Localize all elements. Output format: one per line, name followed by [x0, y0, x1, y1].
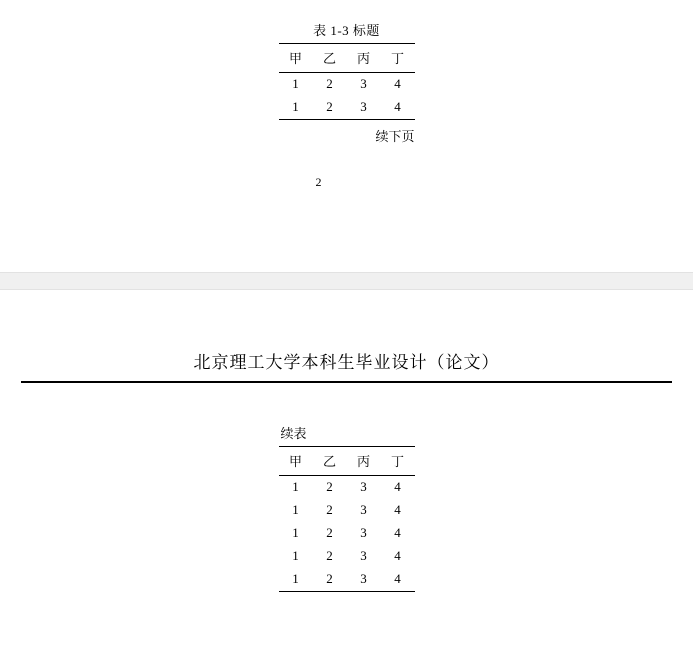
document-page-1	[0, 0, 693, 272]
page-number: 2	[315, 175, 322, 189]
table-cell: 4	[394, 502, 401, 517]
header-divider	[21, 381, 672, 383]
table-cell: 2	[326, 479, 333, 494]
table-cell: 3	[360, 525, 367, 540]
table-cell: 3	[347, 568, 381, 592]
document-page-2	[0, 290, 693, 664]
table-row	[279, 568, 415, 592]
column-header: 甲	[279, 44, 313, 73]
table-caption: 表 1-3 标题	[313, 23, 380, 38]
table-cell: 3	[360, 76, 367, 91]
table-cell: 4	[381, 96, 415, 120]
column-header: 甲	[279, 447, 313, 476]
column-header: 乙	[313, 44, 347, 73]
table-cell: 1	[292, 502, 299, 517]
table-continued-caption: 续表	[280, 426, 307, 441]
table-cell: 1	[279, 568, 313, 592]
table-cell: 4	[394, 525, 401, 540]
table-row	[279, 73, 415, 97]
table-cell: 3	[360, 548, 367, 563]
table-cell: 2	[326, 502, 333, 517]
table-cell: 1	[292, 548, 299, 563]
data-table-1	[279, 43, 415, 120]
document-running-header: 北京理工大学本科生毕业设计（论文）	[193, 353, 500, 372]
table-cell: 1	[292, 479, 299, 494]
table-row	[279, 96, 415, 120]
table-cell: 2	[326, 525, 333, 540]
column-header: 乙	[313, 447, 347, 476]
table-head	[279, 44, 415, 73]
table-cell: 2	[313, 568, 347, 592]
table-cell: 3	[347, 96, 381, 120]
table-row	[279, 499, 415, 522]
table-cell: 3	[360, 479, 367, 494]
column-header: 丁	[381, 447, 415, 476]
table-block-2	[279, 423, 415, 592]
table-cell: 4	[394, 548, 401, 563]
table-cell: 4	[394, 76, 401, 91]
table-header-row	[279, 44, 415, 73]
table-cell: 2	[326, 548, 333, 563]
table-row	[279, 545, 415, 568]
table-body	[279, 73, 415, 120]
table-header-row	[279, 447, 415, 476]
table-cell: 2	[326, 76, 333, 91]
data-table-2	[279, 446, 415, 592]
column-header: 丁	[381, 44, 415, 73]
table-cell: 1	[279, 96, 313, 120]
table-body	[279, 476, 415, 592]
table-cell: 1	[292, 76, 299, 91]
table-head	[279, 447, 415, 476]
table-row	[279, 476, 415, 500]
table-cell: 4	[394, 479, 401, 494]
table-cell: 4	[381, 568, 415, 592]
table-row	[279, 522, 415, 545]
table-continuation-note: 续下页	[375, 129, 415, 144]
column-header: 丙	[347, 44, 381, 73]
table-cell: 1	[292, 525, 299, 540]
table-block-1	[279, 20, 415, 145]
page-separator	[0, 272, 693, 290]
table-cell: 3	[360, 502, 367, 517]
table-cell: 2	[313, 96, 347, 120]
column-header: 丙	[347, 447, 381, 476]
